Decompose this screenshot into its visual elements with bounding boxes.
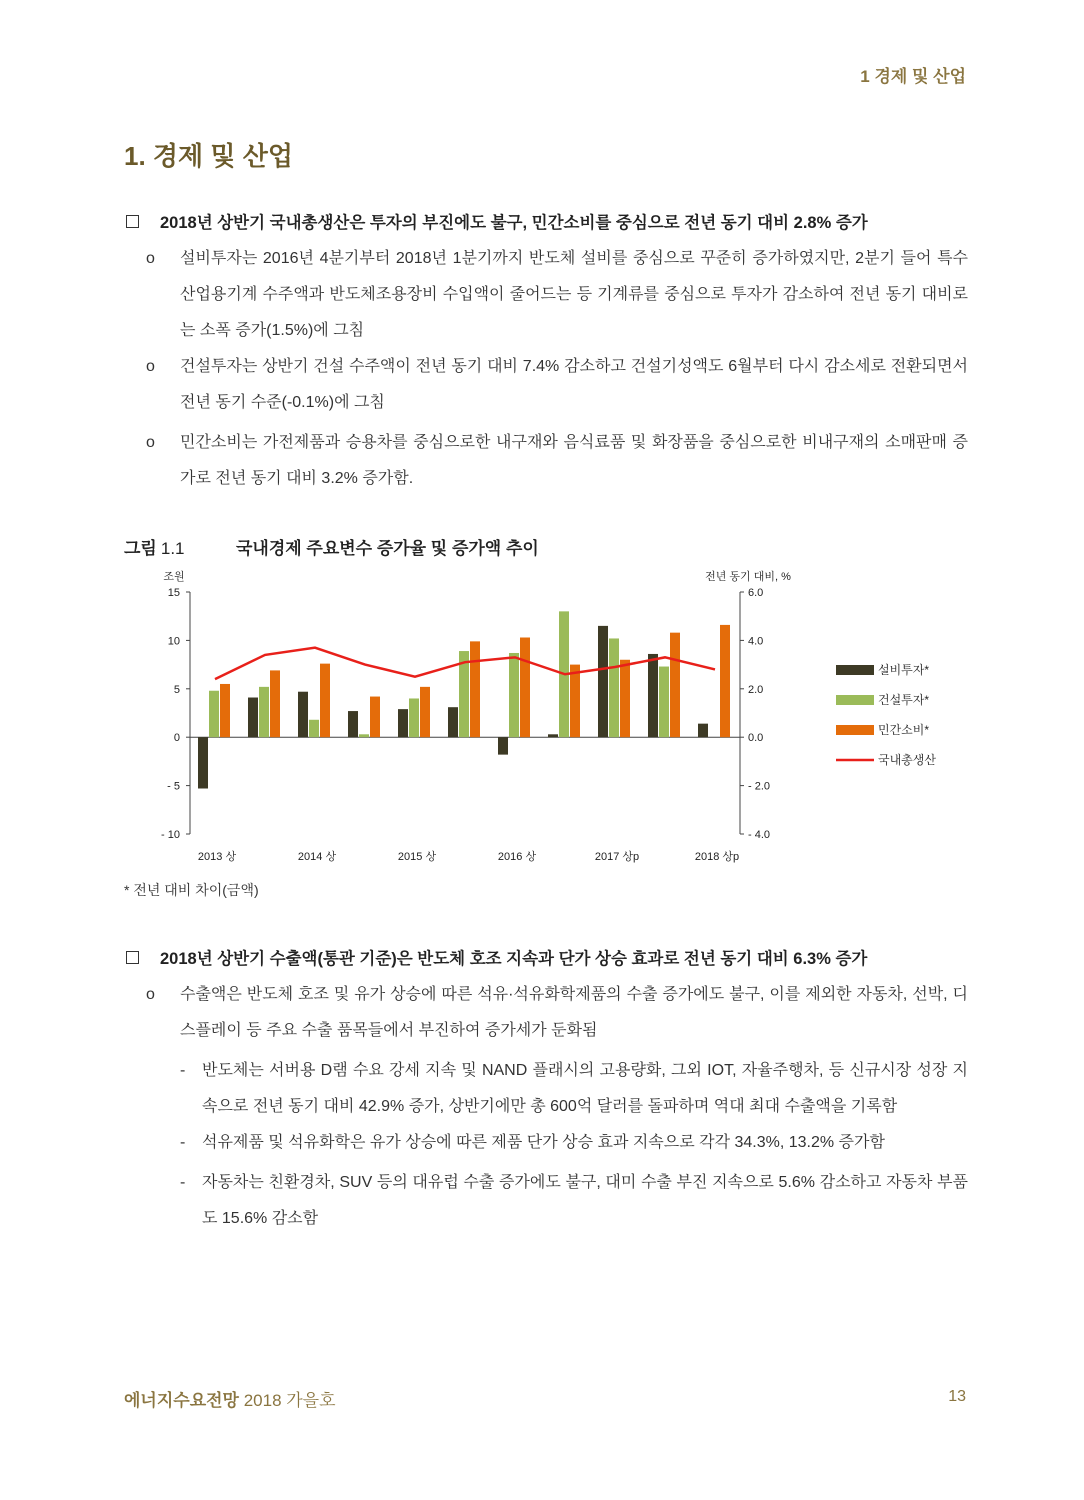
bullet-text: 민간소비는 가전제품과 승용차를 중심으로한 내구재와 음식료품 및 화장품을 중심으로한 비내구재의 소매판매 증가로 전년 동기 대비 3.2% 증가함. — [180, 434, 968, 487]
y-axis-right-unit: 전년 동기 대비, % — [705, 571, 791, 583]
legend-swatch — [836, 665, 874, 675]
bar-consumption — [220, 684, 230, 737]
bar-equipment — [498, 737, 508, 754]
economy-chart — [150, 566, 970, 872]
x-tick-label: 2018 상p — [694, 851, 740, 863]
sub-text: 석유제품 및 석유화학은 유가 상승에 따른 제품 단가 상승 효과 지속으로 각각 34.3%, 13.2% 증가함 — [202, 1134, 885, 1151]
bullet-marker: o — [146, 358, 155, 375]
footer-publication — [124, 1386, 336, 1411]
bar-construction — [359, 734, 369, 737]
summary-block-2 — [124, 948, 968, 1237]
bullet-text: 건설투자는 상반기 건설 수주액이 전년 동기 대비 7.4% 감소하고 건설기성액도 6월부터 다시 감소세로 전환되면서 전년 동기 수준(-0.1%)에 그침 — [180, 358, 968, 411]
bar-consumption — [520, 637, 530, 737]
bar-equipment — [598, 626, 608, 737]
y-tick-label-left: 5 — [173, 683, 180, 696]
bullet-marker: o — [146, 250, 155, 267]
sub-item — [124, 1053, 968, 1125]
bullet-item — [124, 977, 968, 1049]
bar-construction — [659, 667, 669, 738]
heading-2-text: 2018년 상반기 수출액(통관 기준)은 반도체 호조 지속과 단가 상승 효과로 전년 동기 대비 6.3% 증가 — [160, 950, 868, 968]
legend-label: 민간소비* — [878, 723, 930, 737]
legend-label: 국내총생산 — [878, 753, 936, 767]
y-axis-left-unit: 조원 — [163, 571, 185, 583]
sub-marker: - — [180, 1174, 186, 1191]
y-tick-label-right: 2.0 — [748, 683, 764, 696]
bar-consumption — [470, 641, 480, 737]
legend-swatch — [836, 695, 874, 705]
figure-title: 국내경제 주요변수 증가율 및 증가액 추이 — [236, 539, 539, 558]
sub-text: 자동차는 친환경차, SUV 등의 대유럽 수출 증가에도 불구, 대미 수출 부진 지속으로 5.6% 감소하고 자동차 부품도 15.6% 감소함 — [202, 1174, 968, 1227]
bar-consumption — [570, 665, 580, 738]
bar-construction — [209, 691, 219, 737]
y-tick-label-right: - 4.0 — [748, 829, 771, 841]
y-tick-label-left: 0 — [173, 732, 180, 745]
footnote: * 전년 대비 차이(금액) — [124, 882, 259, 898]
sub-marker: - — [180, 1134, 186, 1151]
sub-item — [124, 1165, 968, 1237]
bar-consumption — [320, 664, 330, 738]
bar-consumption — [620, 660, 630, 737]
chapter-header: 1 경제 및 산업 — [860, 67, 966, 86]
bullet-item — [124, 241, 968, 349]
bar-equipment — [398, 709, 408, 737]
bar-construction — [259, 687, 269, 737]
summary-block-1 — [124, 212, 968, 497]
x-tick-label: 2015 상 — [397, 851, 437, 863]
section-title: 1. 경제 및 산업 — [124, 141, 293, 171]
x-tick-label: 2013 상 — [197, 851, 237, 863]
y-tick-label-left: - 10 — [161, 829, 180, 841]
bar-equipment — [698, 724, 708, 738]
bar-equipment — [348, 711, 358, 737]
bar-equipment — [198, 737, 208, 788]
figure-label — [124, 534, 185, 559]
x-tick-label: 2017 상p — [594, 851, 640, 863]
bar-equipment — [548, 734, 558, 737]
bar-construction — [609, 638, 619, 737]
y-tick-label-right: 4.0 — [748, 635, 764, 648]
legend-swatch — [836, 725, 874, 735]
bar-consumption — [720, 625, 730, 737]
x-tick-label: 2016 상 — [497, 851, 537, 863]
bullet-marker: o — [146, 434, 155, 451]
bar-equipment — [298, 692, 308, 737]
figure-label-word: 그림 — [124, 539, 157, 558]
bullet-text: 설비투자는 2016년 4분기부터 2018년 1분기까지 반도체 설비를 중심으로 꾸준히 증가하였지만, 2분기 들어 특수산업용기계 수주액과 반도체조용장비 수입액이 줄어드는 등 기계류를 중심으로 투자가 감소하여 전년 동기 대비로는 소폭 증가(1.5%)에 그침 — [180, 250, 968, 339]
legend-label: 건설투자* — [878, 693, 930, 707]
y-tick-label-right: 0.0 — [748, 732, 764, 745]
figure-number: 1.1 — [160, 539, 185, 558]
sub-text: 반도체는 서버용 D램 수요 강세 지속 및 NAND 플래시의 고용량화, 그외 IOT, 자율주행차, 등 신규시장 성장 지속으로 전년 동기 대비 42.9% 증가, 상반기에만 총 600억 달러를 돌파하며 역대 최대 수출액을 기록함 — [202, 1062, 968, 1115]
bullet-item — [124, 425, 968, 497]
bar-equipment — [248, 698, 258, 738]
bullet-marker: o — [146, 986, 155, 1003]
y-tick-label-left: - 5 — [167, 780, 180, 793]
x-tick-label: 2014 상 — [297, 851, 337, 863]
bullet-text: 수출액은 반도체 호조 및 유가 상승에 따른 석유·석유화학제품의 수출 증가에도 불구, 이를 제외한 자동차, 선박, 디스플레이 등 주요 수출 품목들에서 부진하여 증가세가 둔화됨 — [180, 986, 968, 1039]
y-tick-label-right: 6.0 — [748, 587, 764, 599]
y-tick-label-right: - 2.0 — [748, 780, 771, 793]
legend-label: 설비투자* — [878, 663, 930, 677]
bar-equipment — [448, 707, 458, 737]
y-tick-label-left: 10 — [167, 635, 180, 648]
heading-2 — [124, 948, 968, 970]
y-tick-label-left: 15 — [167, 587, 180, 599]
heading-1 — [124, 212, 968, 234]
bar-construction — [409, 698, 419, 737]
bar-construction — [309, 720, 319, 737]
bar-consumption — [270, 670, 280, 737]
bar-consumption — [370, 697, 380, 738]
checkbox-square-icon — [126, 215, 139, 228]
bar-consumption — [420, 687, 430, 737]
publication-issue: 2018 가을호 — [243, 1391, 336, 1410]
bullet-item — [124, 349, 968, 421]
bar-consumption — [670, 633, 680, 738]
bar-construction — [509, 653, 519, 737]
heading-1-text: 2018년 상반기 국내총생산은 투자의 부진에도 불구, 민간소비를 중심으로 전년 동기 대비 2.8% 증가 — [160, 214, 868, 232]
sub-item — [124, 1125, 968, 1161]
sub-marker: - — [180, 1062, 186, 1079]
publication-name: 에너지수요전망 — [124, 1391, 239, 1410]
checkbox-square-icon — [126, 951, 139, 964]
bar-equipment — [648, 654, 658, 737]
page-number: 13 — [948, 1388, 966, 1405]
